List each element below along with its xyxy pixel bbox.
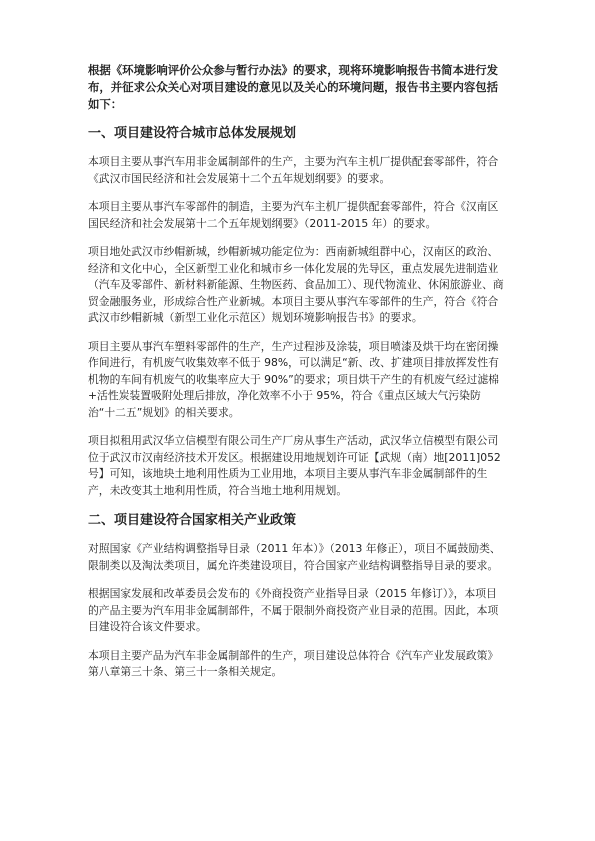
intro-paragraph: 根据《环境影响评价公众参与暂行办法》的要求，现将环境影响报告书简本进行发布，并征求公众关心对项目建设的意见以及关心的环境问题，报告书主要内容包括如下： [88,63,499,111]
document-page [88,62,506,693]
body-paragraph: 本项目主要从事汽车零部件的制造，主要为汽车主机厂提供配套零部件，符合《汉南区国民经济和社会发展第十二个五年规划纲要》（2011-2015 年）的要求。 [88,200,499,230]
body-paragraph: 项目主要从事汽车塑料零部件的生产，生产过程涉及涂装，项目喷漆及烘干均在密闭操作间进行，有机废气收集效率不低于 98%，可以满足“新、改、扩建项目排放挥发性有机物的车间有机废气的收集率应大于 90%”的要求；项目烘干产生的有机废气经过滤棉+活性炭装置吸附处理后排放，净化效率不小于 95%，符合《重点区域大气污染防治“十二五”规划》的相关要求。 [88,339,499,419]
body-paragraph: 项目拟租用武汉华立信模型有限公司生产厂房从事生产活动，武汉华立信模型有限公司位于武汉市汉南经济技术开发区。根据建设用地规划许可证【武规（南）地[2011]052 号】可知，该地块土地利用性质为工业用地，本项目主要从事汽车非金属制部件的生产，未改变其土地利用性质，符合当地土地利用规划。 [88,434,501,497]
section-heading: 二、项目建设符合国家相关产业政策 [88,513,297,528]
body-paragraph: 本项目主要产品为汽车非金属制部件的生产，项目建设总体符合《汽车产业发展政策》第八章第三十条、第三十一条相关规定。 [88,648,499,678]
section-heading: 一、项目建设符合城市总体发展规划 [88,126,297,141]
section-urban-planning [88,124,506,499]
body-paragraph: 本项目主要从事汽车用非金属制部件的生产，主要为汽车主机厂提供配套零部件，符合《武汉市国民经济和社会发展第十二个五年规划纲要》的要求。 [88,155,499,185]
body-paragraph: 项目地处武汉市纱帽新城，纱帽新城功能定位为：西南新城组群中心，汉南区的政治、经济和文化中心，全区新型工业化和城市乡一体化发展的先导区，重点发展先进制造业（汽车及零部件、新材料新能源、生物医药、食品加工）、现代物流业、休闲旅游业、商贸金融服务业，形成综合性产业新城。本项目主要从事汽车零部件的生产，符合《符合武汉市纱帽新城（新型工业化示范区）规划环境影响报告书》的要求。 [88,245,504,324]
section-industrial-policy [88,511,506,681]
body-paragraph: 根据国家发展和改革委员会发布的《外商投资产业指导目录（2015 年修订）》，本项目的产品主要为汽车用非金属制部件，不属于限制外商投资产业目录的范围。因此，本项目建设符合该文件要求。 [88,587,499,633]
body-paragraph: 对照国家《产业结构调整指导目录（2011 年本）》（2013 年修正），项目不属鼓励类、限制类以及淘汰类项目，属允许类建设项目，符合国家产业结构调整指导目录的要求。 [88,542,501,572]
